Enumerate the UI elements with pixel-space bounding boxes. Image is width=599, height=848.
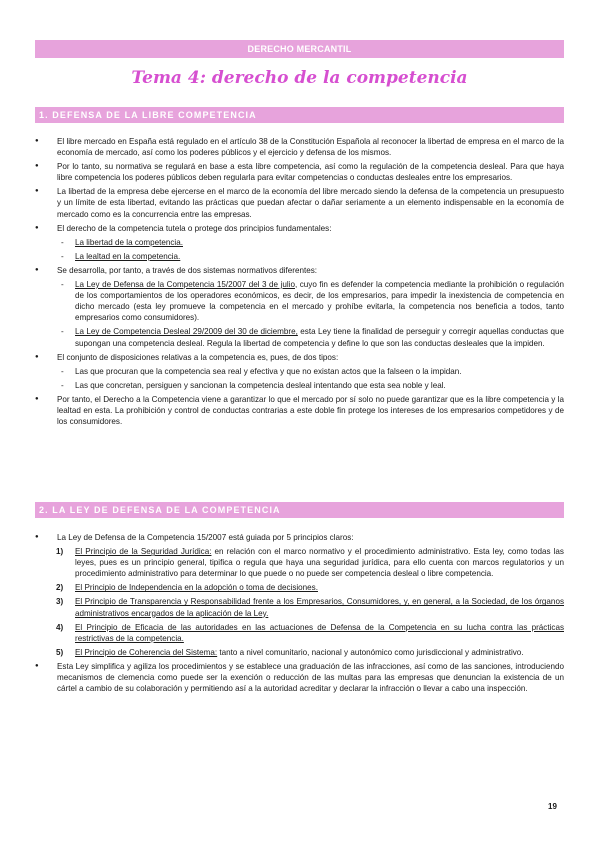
bullet-paragraph: ● Por lo tanto, su normativa se regulará en base a esta libre competencia, así como la regulación de la competencia desleal. Para que haya libre competencia los poderes públicos deben regularla para evitar competencias o conductas desleales entre los empresarios. — [35, 161, 564, 183]
principle-title: El Principio de la Seguridad Jurídica: — [75, 547, 212, 557]
page-number: 19 — [548, 802, 557, 811]
bullet-paragraph: ● El derecho de la competencia tutela o protege dos principios fundamentales: — [35, 223, 564, 234]
course-banner: DERECHO MERCANTIL — [35, 40, 564, 58]
sub-item-text: La libertad de la competencia. — [75, 237, 183, 247]
sub-item — [35, 326, 564, 348]
item-number: 5) — [56, 647, 64, 657]
page-title: Tema 4: derecho de la competencia — [131, 68, 468, 88]
bullet-paragraph: ● Esta Ley simplifica y agiliza los procedimientos y se establece una graduación de las infracciones, así como de las sanciones, introduciendo mecanismos de clemencia como puede ser la exención o reducción de las multas para las empresas que denuncian la existencia de un cártel a cambio de su colaboración y permitiendo así a la autoridad acreditar y declarar la infracción o llevar a cabo una inspección. — [35, 661, 564, 694]
sub-item: - Las que concretan, persiguen y sancionan la competencia desleal intentando que esta sea noble y leal. — [35, 380, 564, 391]
section-1-body — [35, 136, 564, 427]
section-heading-2: 2. LA LEY DE DEFENSA DE LA COMPETENCIA — [35, 502, 564, 518]
principle-text: tanto a nivel comunitario, nacional y autonómico como jurisdiccional y administrativo. — [217, 647, 524, 657]
sub-item — [35, 279, 564, 323]
bullet-paragraph: ● El conjunto de disposiciones relativas a la competencia es, pues, de dos tipos: — [35, 352, 564, 363]
bullet-paragraph: ● Se desarrolla, por tanto, a través de dos sistemas normativos diferentes: — [35, 265, 564, 276]
principle-item — [35, 647, 564, 658]
principle-title: El Principio de Transparencia y Responsabilidad frente a los Empresarios, Consumidores, y, en general, a la Sociedad, de los órganos administrativos encargados de la aplicación de la Ley. — [75, 597, 564, 618]
law-link-ldc[interactable]: La Ley de Defensa de la Competencia 15/2007 del 3 de julio — [75, 280, 295, 290]
item-number: 2) — [56, 583, 64, 593]
principle-title: El Principio de Independencia en la adopción o toma de decisiones. — [75, 583, 318, 593]
item-number: 1) — [56, 547, 64, 557]
bullet-paragraph: ● El libre mercado en España está regulado en el artículo 38 de la Constitución Española al reconocer la libertad de empresa en el marco de la economía de mercado, así como los poderes públicos y el ejercicio y defensa de los mismos. — [35, 136, 564, 158]
sub-item-text: esta Ley tiene la finalidad de perseguir y corregir aquellas conductas que supongan una competencia desleal. Regula la libertad de competencia y define lo que son las conductas desleales que la impiden. — [75, 327, 564, 348]
item-number: 3) — [56, 597, 64, 607]
bullet-paragraph: ● La libertad de la empresa debe ejercerse en el marco de la economía del libre mercado siendo la defensa de la competencia un presupuesto y un límite de esta libertad, evitando las prácticas que puedan afectar o dañar seriamente a un elemento indispensable en la economía de mercado como es la concurrencia entre las empresas. — [35, 186, 564, 219]
sub-item-text: , cuyo fin es defender la competencia mediante la prohibición o regulación de los comportamientos de los operadores económicos, es decir, de los empresarios, para impedir la inexistencia de competencia en dicho mercado (esta ley promueve la competencia en el mercado y prohíbe evitarla, la competencia nos beneficia a todos, tanto empresarios como consumidores). — [75, 280, 564, 323]
section-heading-1: 1. DEFENSA DE LA LIBRE COMPETENCIA — [35, 107, 564, 123]
principle-title: El Principio de Eficacia de las autoridades en las actuaciones de Defensa de la Competencia en su lucha contra las prácticas restrictivas de la competencia. — [75, 622, 564, 643]
principle-item — [35, 596, 564, 618]
sub-item — [35, 251, 564, 262]
principle-item — [35, 622, 564, 644]
principle-item — [35, 546, 564, 579]
bullet-paragraph: ● Por tanto, el Derecho a la Competencia viene a garantizar lo que el mercado por sí solo no puede garantizar que es la libre competencia y la lealtad en esta. La prohibición y control de conductas contrarias a este doble fin protege los intereses de los empresarios competidores y de los consumidores. — [35, 394, 564, 427]
section-2-body — [35, 532, 564, 694]
law-link-lcd[interactable]: La Ley de Competencia Desleal 29/2009 del 30 de diciembre, — [75, 327, 298, 337]
principle-item — [35, 582, 564, 593]
principle-title: El Principio de Coherencia del Sistema: — [75, 647, 218, 657]
bullet-paragraph: ● La Ley de Defensa de la Competencia 15/2007 está guiada por 5 principios claros: — [35, 532, 564, 543]
sub-item: - Las que procuran que la competencia sea real y efectiva y que no existan actos que la falseen o la impidan. — [35, 366, 564, 377]
item-number: 4) — [56, 622, 64, 632]
principle-text: en relación con el marco normativo y el procedimiento administrativo. Esta ley, como todas las leyes, pues es un principio general, tipifica o regula que haya una seguridad jurídica, para ello cuenta con marcos regulatorios y un procedimiento administrativo para determinar lo que puede o no puede ser competencia desleal o libre competencia. — [75, 547, 564, 579]
sub-item — [35, 237, 564, 248]
sub-item-text: La lealtad en la competencia. — [75, 251, 181, 261]
